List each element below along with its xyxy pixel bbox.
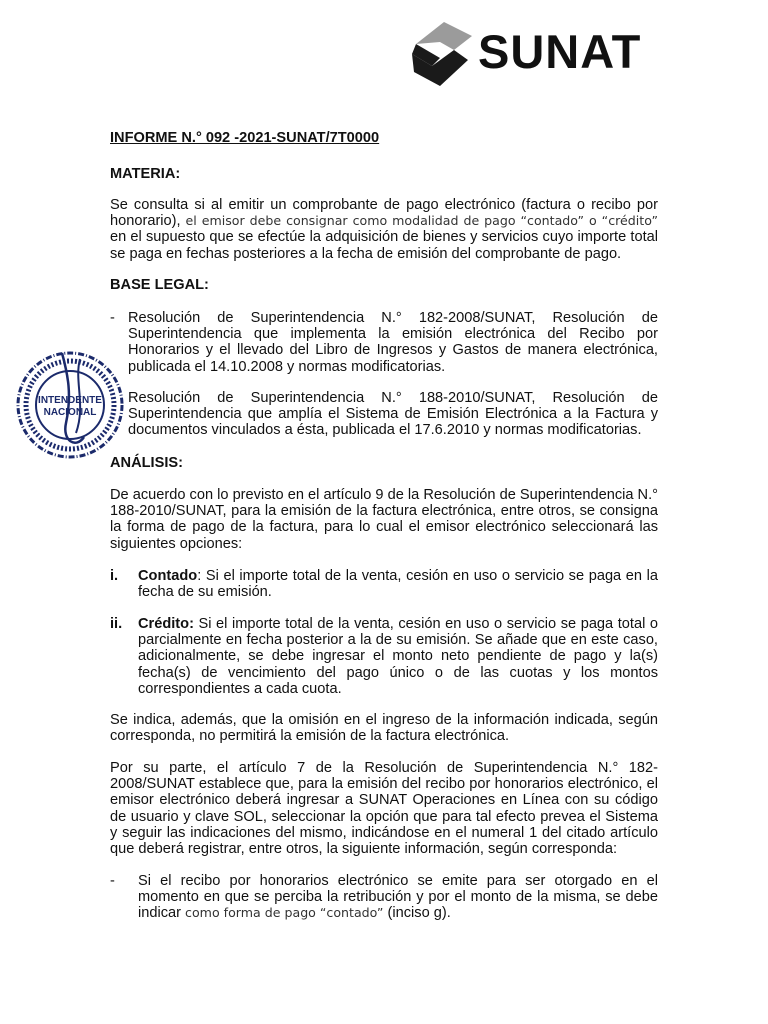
- materia-paragraph: [110, 197, 658, 262]
- item-ii-desc: Si el importe total de la venta, cesión en uso o servicio se paga total o parcialmente en fecha posterior a la de su emisión. Se añade que en este caso, adicionalmente, se debe ingresar el monto neto pendiente de pago y la(s) fecha(s) de vencimiento del pago único o de las cuotas y los montos correspondientes a cada cuota.: [138, 616, 658, 697]
- item-ii-marker: ii.: [110, 616, 123, 632]
- list-item-credito: [110, 616, 658, 697]
- materia-text-2: el emisor debe consignar como modalidad de pago “contado” o “crédito”: [180, 213, 658, 229]
- svg-text:NACIONAL: NACIONAL: [43, 407, 97, 418]
- item-ii-text: [138, 616, 658, 697]
- recibo-text-1: Si el recibo por honorarios electrónico se emite para ser otorgado en el momento en que se perciba la retribución y por el monto de la misma, se debe indicar: [138, 873, 658, 922]
- analisis-heading: ANÁLISIS:: [110, 455, 183, 471]
- recibo-dash: -: [110, 873, 115, 889]
- item-i-marker: i.: [110, 568, 119, 584]
- item-i-text: [138, 568, 658, 600]
- analisis-paragraph-3: Por su parte, el artículo 7 de la Resolución de Superintendencia N.° 182-2008/SUNAT establece que, para la emisión del recibo por honorarios electrónico, el emisor electrónico deberá ingresar a SUNAT Operaciones en Línea con su código de usuario y clave SOL, seleccionar la opción que para tal efecto prevea el Sistema y seguir las indicaciones del mismo, indicándose en el numeral 1 del citado artículo que deberá registrar, entre otros, la siguiente información, según corresponda:: [110, 760, 658, 858]
- svg-text:INTENDENTE: INTENDENTE: [38, 395, 102, 406]
- analisis-paragraph-2: Se indica, además, que la omisión en el ingreso de la información indicada, según corresponda, no permitirá la emisión de la factura electrónica.: [110, 712, 658, 745]
- materia-text-3: en el supuesto que se efectúe la adquisición de bienes y servicios cuyo importe total se paga en fechas posteriores a la fecha de emisión del comprobante de pago.: [110, 229, 658, 262]
- base-legal-heading: BASE LEGAL:: [110, 277, 209, 293]
- recibo-text: [138, 873, 658, 922]
- recibo-text-3: (inciso g).: [383, 905, 451, 922]
- materia-text-1: Se consulta si al emitir un comprobante de pago electrónico (factura o recibo por honorario),: [110, 197, 658, 230]
- logo-text: SUNAT: [478, 25, 642, 78]
- materia-heading: MATERIA:: [110, 166, 181, 182]
- base-legal-text-2: Resolución de Superintendencia N.° 188-2010/SUNAT, Resolución de Superintendencia que amplía el Sistema de Emisión Electrónica a la Factura y documentos vinculados a ésta, publicada el 17.6.2010 y normas modificatorias.: [128, 390, 658, 439]
- recibo-text-2: como forma de pago “contado”: [185, 905, 384, 921]
- report-title: INFORME N.° 092 -2021-SUNAT/7T0000: [110, 130, 380, 146]
- list-item-contado: [110, 568, 658, 600]
- item-i-desc: : Si el importe total de la venta, cesión en uso o servicio se paga en la fecha de su emisión.: [138, 568, 658, 601]
- base-legal-item-1: [110, 310, 658, 375]
- sunat-logo-icon: [410, 20, 474, 88]
- base-legal-text-1: Resolución de Superintendencia N.° 182-2008/SUNAT, Resolución de Superintendencia que implementa la emisión electrónica del Recibo por Honorarios y el llevado del Libro de Ingresos y Gastos de manera electrónica, publicada el 14.10.2008 y normas modificatorias.: [128, 310, 658, 375]
- item-ii-label: Crédito:: [138, 616, 194, 632]
- analisis-paragraph-1: De acuerdo con lo previsto en el artículo 9 de la Resolución de Superintendencia N.° 188-2010/SUNAT, para la emisión de la factura electrónica, entre otros, se consigna la forma de pago de la factura, para lo cual el emisor electrónico seleccionará las siguientes opciones:: [110, 487, 658, 552]
- base-legal-dash: -: [110, 310, 115, 326]
- item-i-label: Contado: [138, 568, 198, 584]
- base-legal-item-2: [110, 390, 658, 439]
- sunat-logo: [410, 20, 672, 90]
- list-item-recibo: [110, 873, 658, 922]
